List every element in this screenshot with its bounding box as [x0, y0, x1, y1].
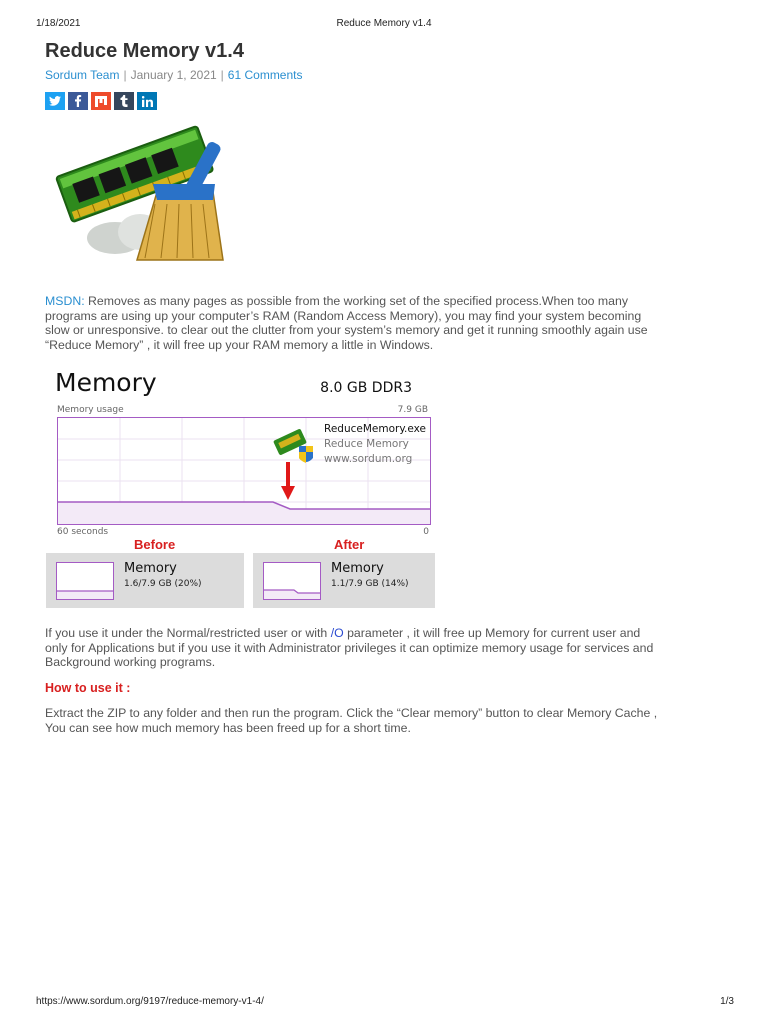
memory-panel-before [46, 553, 244, 608]
mix-share-button[interactable] [91, 92, 111, 110]
instructions-line-1: Extract the ZIP to any folder and then run the program. Click the “Clear memory” button to clear Memory Cache , [45, 706, 658, 720]
usage-paragraph [45, 626, 725, 670]
usage-line-3: Background working programs. [45, 655, 216, 669]
down-arrow-icon [281, 462, 295, 500]
msdn-lead: MSDN: [45, 294, 85, 308]
tumblr-icon [120, 95, 128, 107]
page-title: Reduce Memory v1.4 [45, 40, 244, 62]
panel-after-name: Memory [331, 561, 384, 576]
memory-usage-graph [57, 417, 431, 525]
linkedin-icon [142, 96, 153, 107]
app-description: Reduce Memory [324, 438, 409, 450]
mini-graph-after [263, 562, 321, 600]
facebook-share-button[interactable] [68, 92, 88, 110]
graph-axis-right: 0 [423, 527, 429, 537]
instructions-line-2: You can see how much memory has been freed up for a short time. [45, 720, 411, 735]
usage-line-1b: parameter , it will free up Memory for current user and [343, 626, 641, 640]
print-date: 1/18/2021 [36, 18, 81, 29]
ram-broom-logo [45, 120, 260, 270]
memory-panel-after [253, 553, 435, 608]
memory-usage-label: Memory usage [57, 405, 124, 415]
print-page-number: 1/3 [720, 996, 734, 1007]
facebook-icon [74, 95, 82, 107]
intro-line-1: Removes as many pages as possible from the working set of the specified process.When too many [84, 294, 628, 308]
panel-before-value: 1.6/7.9 GB (20%) [124, 579, 202, 589]
memory-size: 8.0 GB DDR3 [320, 380, 412, 396]
mini-graph-before [56, 562, 114, 600]
param-o: /O [330, 626, 344, 640]
app-website: www.sordum.org [324, 453, 413, 465]
linkedin-share-button[interactable] [137, 92, 157, 110]
print-url: https://www.sordum.org/9197/reduce-memory-v1-4/ [36, 996, 264, 1007]
memory-heading: Memory [55, 368, 157, 397]
memory-screenshot [45, 365, 442, 610]
intro-line-3: slow or unresponsive. to clear out the clutter from your system’s memory and get it running smoothly again use [45, 323, 648, 337]
usage-line-1a: If you use it under the Normal/restricted user or with [45, 626, 331, 640]
intro-line-2: programs are using up your computer’s RAM (Random Access Memory), you may find your system becoming [45, 308, 642, 323]
app-name: ReduceMemory.exe [324, 423, 427, 435]
comments-link[interactable]: 61 Comments [227, 68, 303, 82]
mix-icon [95, 96, 107, 107]
before-label: Before [134, 537, 176, 552]
meta-separator: | [220, 68, 224, 82]
author-link[interactable]: Sordum Team [45, 68, 120, 82]
intro-line-4: “Reduce Memory” , it will free up your RAM memory a little in Windows. [45, 337, 434, 352]
instructions-paragraph [45, 706, 725, 735]
twitter-icon [49, 96, 61, 106]
intro-paragraph [45, 294, 725, 352]
graph-axis-left: 60 seconds [57, 527, 109, 537]
reducememory-app-icon [273, 426, 317, 468]
panel-after-value: 1.1/7.9 GB (14%) [331, 579, 409, 589]
panel-before-name: Memory [124, 561, 177, 576]
tumblr-share-button[interactable] [114, 92, 134, 110]
twitter-share-button[interactable] [45, 92, 65, 110]
print-title: Reduce Memory v1.4 [336, 18, 432, 29]
usage-line-2: only for Applications but if you use it with Administrator privileges it can optimize memory usage for services and [45, 640, 654, 655]
after-label: After [334, 537, 365, 552]
memory-usage-max: 7.9 GB [397, 405, 428, 415]
post-date: January 1, 2021 [130, 68, 217, 82]
meta-separator: | [123, 68, 127, 82]
how-to-heading: How to use it : [45, 681, 131, 695]
post-meta [45, 68, 303, 82]
share-buttons [45, 92, 157, 110]
